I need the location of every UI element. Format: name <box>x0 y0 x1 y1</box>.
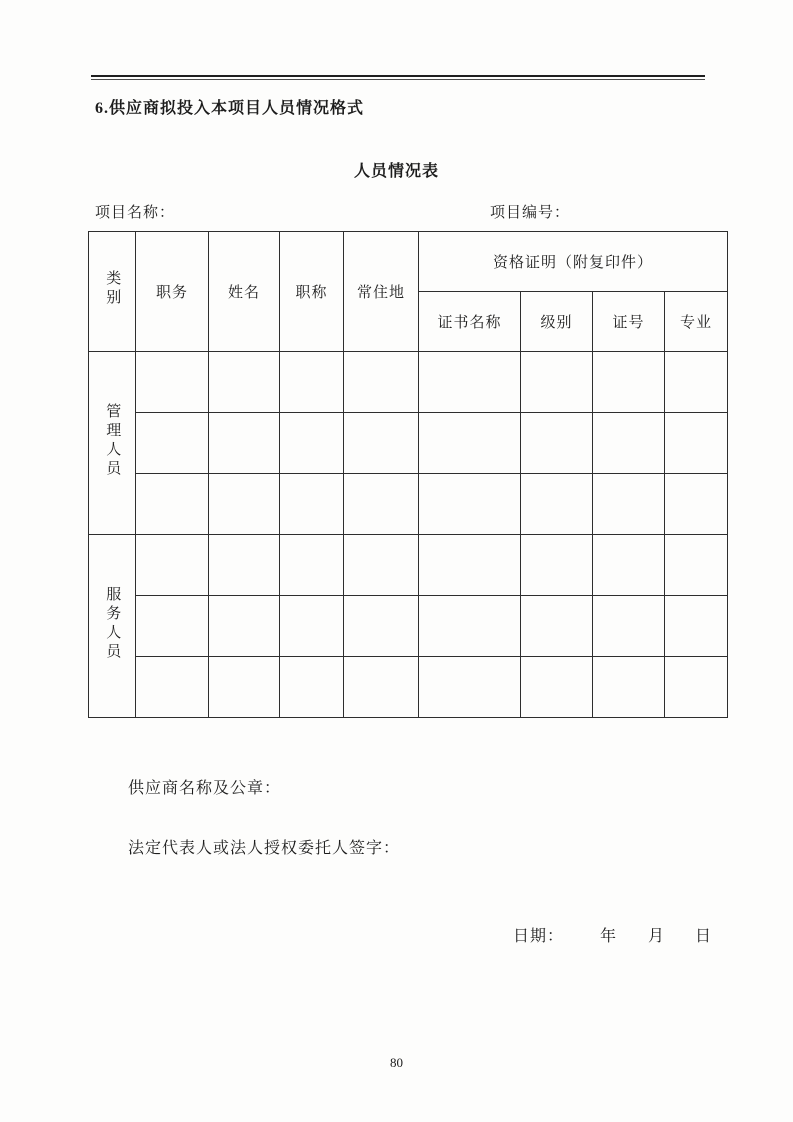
empty-cell <box>521 352 593 413</box>
col-header-category <box>89 232 136 352</box>
empty-cell <box>280 474 344 535</box>
month-label: 月 <box>648 928 666 945</box>
empty-cell <box>209 657 280 718</box>
empty-cell <box>344 474 419 535</box>
empty-cell <box>665 535 728 596</box>
year-label: 年 <box>600 928 618 945</box>
empty-cell <box>419 413 521 474</box>
empty-cell <box>419 474 521 535</box>
col-header-position: 职务 <box>136 232 209 352</box>
empty-cell <box>344 535 419 596</box>
section-heading: 6.供应商拟投入本项目人员情况格式 <box>95 100 365 117</box>
personnel-table <box>88 231 728 718</box>
empty-cell <box>521 474 593 535</box>
empty-cell <box>280 535 344 596</box>
supplier-seal-label: 供应商名称及公章： <box>128 780 282 797</box>
empty-cell <box>136 413 209 474</box>
empty-cell <box>280 657 344 718</box>
empty-cell <box>136 474 209 535</box>
date-label: 日期： <box>513 928 565 945</box>
col-header-cert-name: 证书名称 <box>419 292 521 352</box>
empty-cell <box>209 596 280 657</box>
table-title: 人员情况表 <box>353 163 439 180</box>
section-label-service-text: 服务人员 <box>104 585 121 662</box>
empty-cell <box>344 657 419 718</box>
col-header-cert-number: 证号 <box>593 292 665 352</box>
section-label-management <box>89 352 136 535</box>
empty-cell <box>136 352 209 413</box>
empty-cell <box>593 352 665 413</box>
empty-cell <box>521 657 593 718</box>
empty-cell <box>593 596 665 657</box>
col-header-name: 姓名 <box>209 232 280 352</box>
project-number-label: 项目编号： <box>490 205 571 221</box>
empty-cell <box>419 657 521 718</box>
empty-cell <box>209 413 280 474</box>
empty-cell <box>665 596 728 657</box>
empty-cell <box>280 413 344 474</box>
empty-cell <box>136 657 209 718</box>
empty-cell <box>209 535 280 596</box>
col-header-title: 职称 <box>280 232 344 352</box>
empty-cell <box>209 352 280 413</box>
col-header-cert-major: 专业 <box>665 292 728 352</box>
legal-representative-signature-label: 法定代表人或法人授权委托人签字： <box>128 840 401 857</box>
project-name-label: 项目名称： <box>95 205 176 221</box>
empty-cell <box>593 657 665 718</box>
header-divider-rule <box>91 75 705 80</box>
empty-cell <box>665 474 728 535</box>
section-label-management-text: 管理人员 <box>104 402 121 479</box>
empty-cell <box>280 352 344 413</box>
empty-cell <box>344 352 419 413</box>
empty-cell <box>665 413 728 474</box>
empty-cell <box>344 413 419 474</box>
col-header-category-label: 类别 <box>104 270 121 308</box>
empty-cell <box>419 535 521 596</box>
col-header-cert-level: 级别 <box>521 292 593 352</box>
empty-cell <box>209 474 280 535</box>
empty-cell <box>521 596 593 657</box>
date-line <box>513 923 712 946</box>
empty-cell <box>593 413 665 474</box>
empty-cell <box>136 596 209 657</box>
empty-cell <box>593 535 665 596</box>
empty-cell <box>136 535 209 596</box>
empty-cell <box>280 596 344 657</box>
col-header-residence: 常住地 <box>344 232 419 352</box>
empty-cell <box>593 474 665 535</box>
page-number: 80 <box>390 1055 403 1070</box>
section-label-service <box>89 535 136 718</box>
empty-cell <box>665 352 728 413</box>
empty-cell <box>419 352 521 413</box>
empty-cell <box>344 596 419 657</box>
empty-cell <box>665 657 728 718</box>
empty-cell <box>521 535 593 596</box>
day-label: 日 <box>695 928 713 945</box>
empty-cell <box>521 413 593 474</box>
col-header-qualification-group: 资格证明（附复印件） <box>419 232 728 292</box>
empty-cell <box>419 596 521 657</box>
